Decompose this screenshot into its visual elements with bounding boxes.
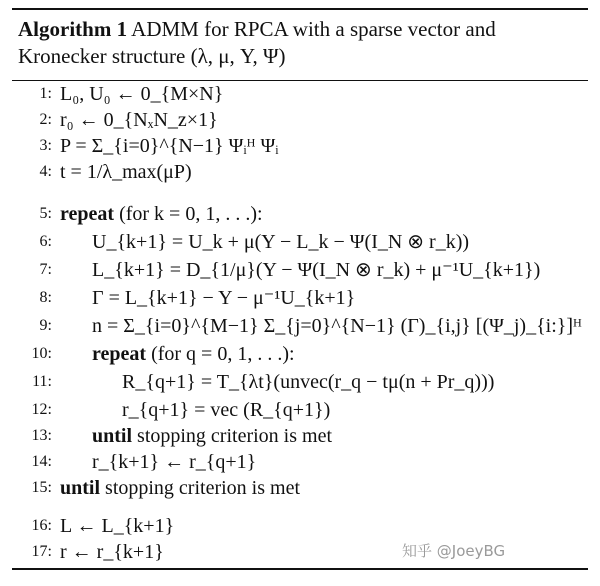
algorithm-title-line1: ADMM for RPCA with a sparse vector and bbox=[131, 17, 496, 41]
keyword-repeat: repeat bbox=[60, 203, 115, 225]
line-number: 12: bbox=[31, 401, 52, 418]
line-number: 9: bbox=[39, 317, 52, 334]
keyword-until: until bbox=[60, 477, 101, 499]
algorithm-title-line2: Kronecker structure (λ, μ, Y, Ψ) bbox=[18, 44, 286, 68]
line-text: P = Σ_{i=0}^{N−1} Ψᵢᴴ Ψᵢ bbox=[60, 135, 279, 157]
line-text: n = Σ_{i=0}^{M−1} Σ_{j=0}^{N−1} (Γ)_{i,j} [(Ψ_j)_{i:}]ᴴ bbox=[92, 315, 582, 337]
line-number: 5: bbox=[39, 205, 52, 222]
watermark: 知乎 @JoeyBG bbox=[402, 542, 506, 560]
line-text bbox=[60, 200, 263, 228]
line-number: 11: bbox=[32, 373, 52, 390]
line-text bbox=[92, 422, 332, 450]
line-number: 4: bbox=[39, 163, 52, 180]
keyword-repeat: repeat bbox=[92, 343, 147, 365]
algorithm-box bbox=[12, 8, 588, 81]
algorithm-header bbox=[12, 10, 588, 76]
line-text: t = 1/λ_max(μP) bbox=[60, 161, 192, 183]
line-number: 2: bbox=[39, 111, 52, 128]
line-text: L ← L_{k+1} bbox=[60, 515, 175, 537]
line-text: L_{k+1} = D_{1/μ}(Y − Ψ(I_N ⊗ r_k) + μ⁻¹U_{k+1}) bbox=[92, 259, 541, 281]
line-text: U_{k+1} = U_k + μ(Y − L_k − Ψ(I_N ⊗ r_k)) bbox=[92, 231, 470, 253]
line-text: Γ = L_{k+1} − Y − μ⁻¹U_{k+1} bbox=[92, 287, 356, 309]
line-text-rest: (for q = 0, 1, . . .): bbox=[146, 343, 295, 365]
line-text: L₀, U₀ ← 0_{M×N} bbox=[60, 83, 224, 105]
line-number: 7: bbox=[39, 261, 52, 278]
line-text-rest: stopping criterion is met bbox=[132, 425, 333, 447]
line-number: 13: bbox=[31, 427, 52, 444]
bottom-rule bbox=[12, 568, 588, 570]
line-text: r_{q+1} = vec (R_{q+1}) bbox=[122, 399, 331, 421]
line-text bbox=[92, 340, 295, 368]
line-number: 14: bbox=[31, 453, 52, 470]
line-text: R_{q+1} = T_{λt}(unvec(r_q − tμ(n + Pr_q))) bbox=[122, 371, 495, 393]
line-text: r ← r_{k+1} bbox=[60, 541, 164, 563]
line-number: 6: bbox=[39, 233, 52, 250]
line-number: 10: bbox=[31, 345, 52, 362]
line-number: 1: bbox=[39, 85, 52, 102]
line-text bbox=[60, 474, 300, 502]
line-number: 17: bbox=[31, 543, 52, 560]
line-number: 15: bbox=[31, 479, 52, 496]
line-text: r_{k+1} ← r_{q+1} bbox=[92, 451, 257, 473]
algorithm-label: Algorithm 1 bbox=[18, 17, 128, 41]
line-text: r₀ ← 0_{NₓN_z×1} bbox=[60, 109, 218, 131]
line-text-rest: stopping criterion is met bbox=[100, 477, 301, 499]
line-number: 8: bbox=[39, 289, 52, 306]
line-number: 3: bbox=[39, 137, 52, 154]
line-number: 16: bbox=[31, 517, 52, 534]
line-text-rest: (for k = 0, 1, . . .): bbox=[114, 203, 263, 225]
keyword-until: until bbox=[92, 425, 133, 447]
